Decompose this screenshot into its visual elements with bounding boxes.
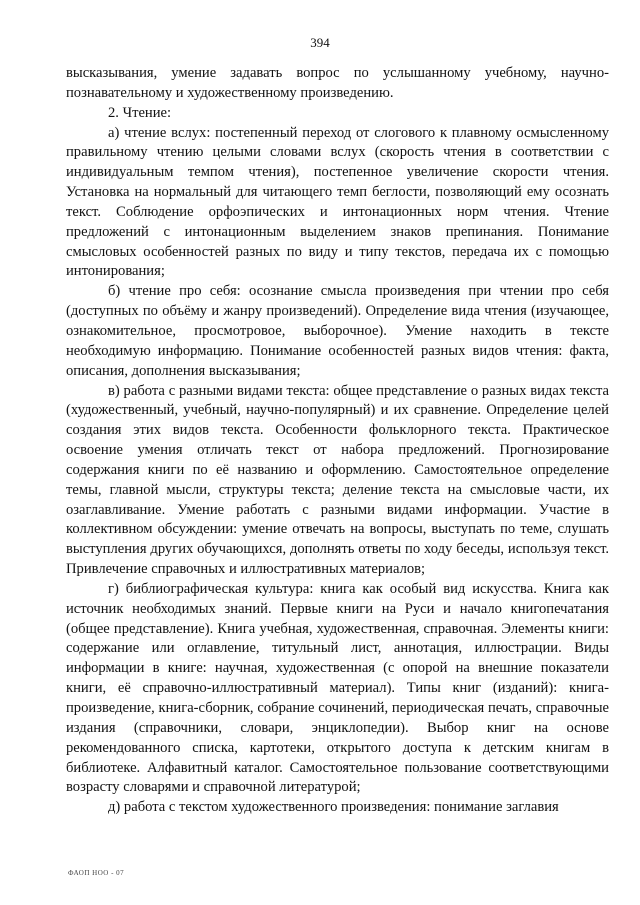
paragraph-reading-aloud: а) чтение вслух: постепенный переход от слогового к плавному осмысленному правильному чтению целыми словами вслух (скорость чтения в соответствии с индивидуальным темпом чтения), постепенное увеличение скорости чтения. Установка на нормальный для читающего темп беглости, позволяющий ему осознать текст. Соблюдение орфоэпических и интонационных норм чтения. Чтение предложений с интонационным выделением знаков препинания. Понимание смысловых особенностей разных по виду и типу текстов, передача их с помощью интонирования; (66, 124, 609, 280)
paragraph-bibliographic-culture: г) библиографическая культура: книга как особый вид искусства. Книга как источник необходимых знаний. Первые книги на Руси и начало книгопечатания (общее представление). Книга учебная, художественная, справочная. Элементы книги: содержание или оглавление, титульный лист, аннотация, иллюстрации. Виды информации в книге: научная, художественная (с опорой на внешние показатели книги, её справочно-иллюстративный материал). Типы книг (изданий): книга-произведение, книга-сборник, собрание сочинений, периодическая печать, справочные издания (справочники, словари, энциклопедии). Выбор книг на основе рекомендованного списка, картотеки, открытого доступа к детским книгам в библиотеке. Алфавитный каталог. Самостоятельное пользование соответствующими возрасту словарями и справочной литературой; (66, 580, 609, 796)
page-number: 394 (310, 35, 330, 50)
paragraph-text-types: в) работа с разными видами текста: общее представление о разных видах текста (художественный, учебный, научно-популярный) и их сравнение. Определение целей создания этих видов текста. Особенности фольклорного текста. Практическое освоение умения отличать текст от набора предложений. Прогнозирование содержания книги по её названию и оформлению. Самостоятельное определение темы, главной мысли, структуры текста; деление текста на смысловые части, их озаглавливание. Умение работать с разными видами информации. Участие в коллективном обсуждении: умение отвечать на вопросы, выступать по теме, слушать выступления других обучающихся, дополнять ответы по ходу беседы, используя текст. Привлечение справочных и иллюстративных материалов; (66, 382, 609, 578)
paragraph-silent-reading: б) чтение про себя: осознание смысла произведения при чтении про себя (доступных по объёму и жанру произведений). Определение вида чтения (изучающее, ознакомительное, просмотровое, выборочное). Умение находить в тексте необходимую информацию. Понимание особенностей разных видов чтения: факта, описания, дополнения высказывания; (66, 283, 609, 379)
section-heading-reading: 2. Чтение: (108, 104, 172, 121)
footer-stamp: ФАОП НОО - 07 (68, 869, 125, 877)
document-body (66, 64, 609, 818)
paragraph-continuation: высказывания, умение задавать вопрос по услышанному учебному, научно-познавательному и художественному произведению. (66, 65, 609, 101)
paragraph-literary-text: д) работа с текстом художественного произведения: понимание заглавия (108, 799, 559, 816)
